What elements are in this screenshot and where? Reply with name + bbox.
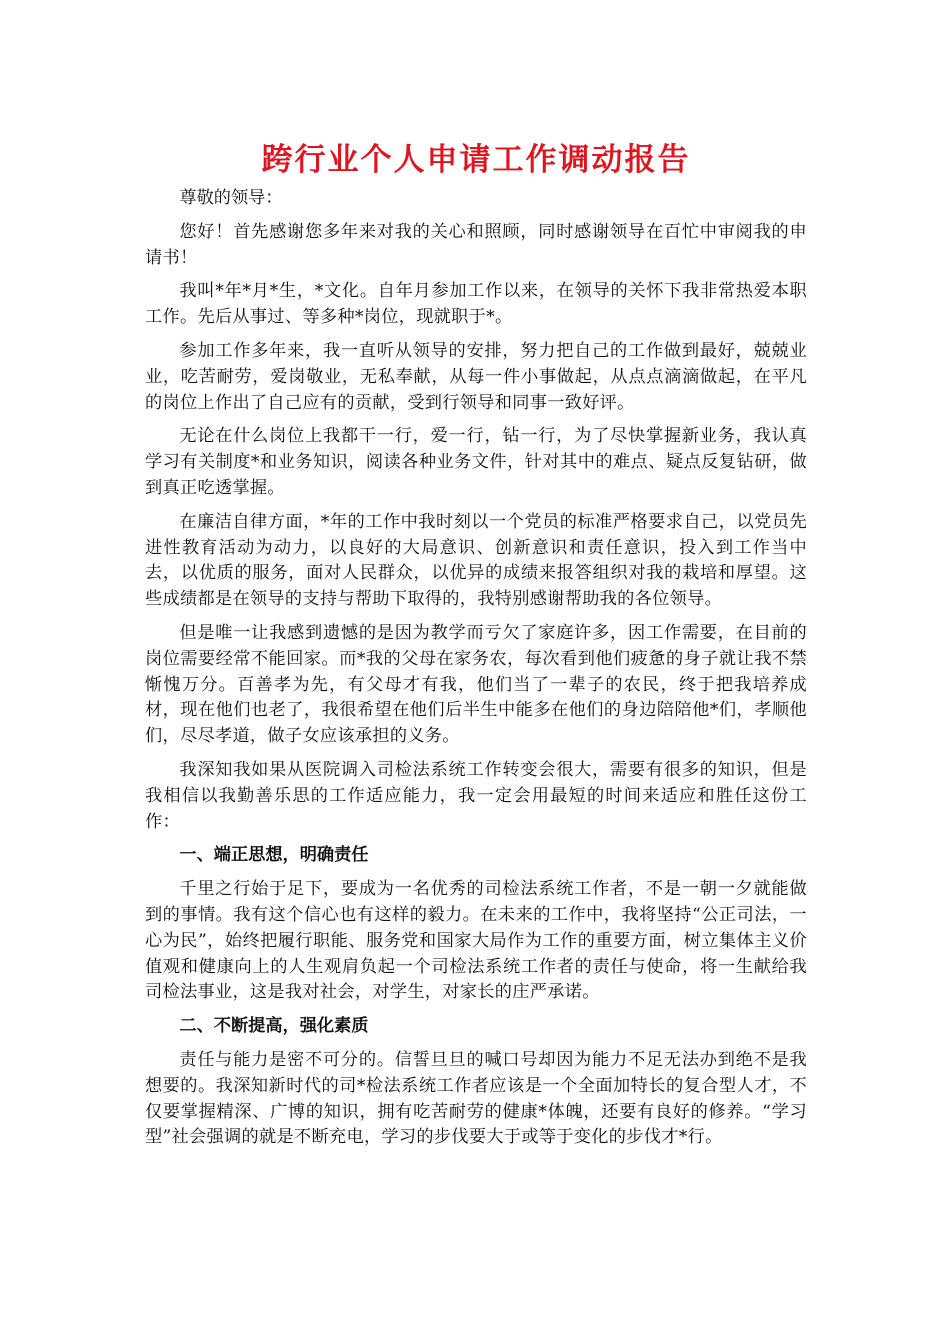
paragraph-responsibility: 千里之行始于足下，要成为一名优秀的司检法系统工作者，不是一朝一夕就能做到的事情。我有这个信心也有这样的毅力。在未来的工作中，我将坚持“公正司法，一心为民”，始终把履行职能、服务党和国家大局作为工作的重要方面，树立集体主义价值观和健康向上的人生观肩负起一个司检法系统工作者的责任与使命，将一生献给我司检法事业，这是我对社会，对学生，对家长的庄严承诺。 xyxy=(145,879,807,1003)
paragraph-work-history: 参加工作多年来，我一直听从领导的安排，努力把自己的工作做到最好，兢兢业业，吃苦耐劳，爱岗敬业，无私奉献，从每一件小事做起，从点点滴滴做起，在平凡的岗位上作出了自己应有的贡献，受到行领导和同事一致好评。 xyxy=(145,340,807,413)
paragraph-adaptation: 我深知我如果从医院调入司检法系统工作转变会很大，需要有很多的知识，但是我相信以我勤善乐思的工作适应能力，我一定会用最短的时间来适应和胜任这份工作： xyxy=(145,759,807,832)
document-title: 跨行业个人申请工作调动报告 xyxy=(261,142,691,178)
paragraph-greeting: 您好！首先感谢您多年来对我的关心和照顾，同时感谢领导在百忙中审阅我的申请书！ xyxy=(145,221,807,268)
salutation: 尊敬的领导： xyxy=(179,188,283,208)
section-heading-1: 一、端正思想，明确责任 xyxy=(179,845,369,866)
paragraph-family-reason: 但是唯一让我感到遗憾的是因为教学而亏欠了家庭许多，因工作需要，在目前的岗位需要经常不能回家。而*我的父母在家务农，每次看到他们疲惫的身子就让我不禁惭愧万分。百善孝为先，有父母才有我，他们当了一辈子的农民，终于把我培养成材，现在他们也老了，我很希望在他们后半生中能多在他们的身边陪陪他*们，孝顺他们，尽尽孝道，做子女应该承担的义务。 xyxy=(145,622,807,747)
paragraph-improvement: 责任与能力是密不可分的。信誓旦旦的喊口号却因为能力不足无法办到绝不是我想要的。我深知新时代的司*检法系统工作者应该是一个全面加特长的复合型人才，不仅要掌握精深、广博的知识，拥有吃苦耐劳的健康*体魄，还要有良好的修养。“学习型”社会强调的就是不断充电，学习的步伐要大于或等于变化的步伐才*行。 xyxy=(145,1049,807,1148)
section-heading-2: 二、不断提高，强化素质 xyxy=(179,1016,369,1037)
paragraph-learning: 无论在什么岗位上我都干一行，爱一行，钻一行，为了尽快掌握新业务，我认真学习有关制度*和业务知识，阅读各种业务文件，针对其中的难点、疑点反复钻研，做到真正吃透掌握。 xyxy=(145,426,807,498)
document-page xyxy=(145,138,807,1159)
paragraph-integrity: 在廉洁自律方面，*年的工作中我时刻以一个党员的标准严格要求自己，以党员先进性教育活动为动力，以良好的大局意识、创新意识和责任意识，投入到工作当中去，以优质的服务，面对人民群众，以优异的成绩来报答组织对我的栽培和厚望。这些成绩都是在领导的支持与帮助下取得的，我特别感谢帮助我的各位领导。 xyxy=(145,511,807,610)
paragraph-introduction: 我叫*年*月*生，*文化。自年月参加工作以来，在领导的关怀下我非常热爱本职工作。先后从事过、等多种*岗位，现就职于*。 xyxy=(145,281,807,328)
